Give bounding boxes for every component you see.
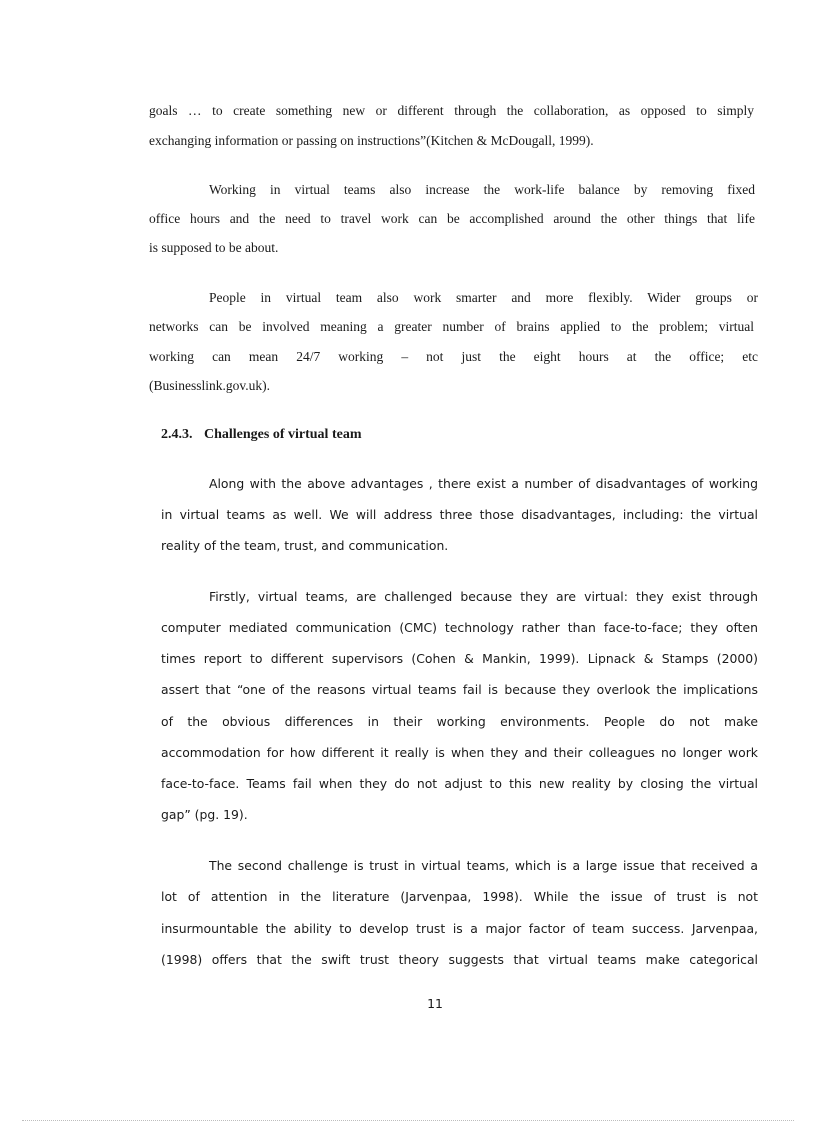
text-line: accommodation for how different it really is when they and their colleagues no longer work: [161, 745, 758, 760]
text-line: face-to-face. Teams fail when they do not adjust to this new reality by closing the virtual: [161, 776, 758, 791]
text-line: People in virtual team also work smarter and more flexibly. Wider groups or: [209, 290, 758, 305]
text-line: assert that “one of the reasons virtual teams fail is because they overlook the implications: [161, 682, 758, 697]
text-line: Along with the above advantages , there exist a number of disadvantages of working: [209, 476, 758, 491]
text-line: in virtual teams as well. We will address three those disadvantages, including: the virtual: [161, 507, 758, 522]
text-line: office hours and the need to travel work can be accomplished around the other things that life: [149, 211, 755, 226]
text-line: The second challenge is trust in virtual teams, which is a large issue that received a: [209, 858, 758, 873]
text-line: insurmountable the ability to develop trust is a major factor of team success. Jarvenpaa,: [161, 921, 758, 936]
text-line: Firstly, virtual teams, are challenged because they are virtual: they exist through: [209, 589, 758, 604]
text-line: (Businesslink.gov.uk).: [149, 378, 270, 393]
text-line: times report to different supervisors (Cohen & Mankin, 1999). Lipnack & Stamps (2000): [161, 651, 758, 666]
text-line: is supposed to be about.: [149, 240, 279, 255]
text-line: working can mean 24/7 working – not just the eight hours at the office; etc: [149, 349, 758, 364]
section-title: Challenges of virtual team: [204, 427, 362, 442]
page-bottom-divider: [22, 1120, 794, 1121]
text-line: exchanging information or passing on instructions”(Kitchen & McDougall, 1999).: [149, 133, 594, 148]
section-number: 2.4.3.: [161, 427, 193, 442]
text-line: of the obvious differences in their working environments. People do not make: [161, 714, 758, 729]
text-line: lot of attention in the literature (Jarvenpaa, 1998). While the issue of trust is not: [161, 889, 758, 904]
page-number: 11: [427, 996, 443, 1011]
text-line: networks can be involved meaning a greater number of brains applied to the problem; virtual: [149, 319, 754, 334]
text-line: Working in virtual teams also increase the work-life balance by removing fixed: [209, 182, 755, 197]
text-line: computer mediated communication (CMC) technology rather than face-to-face; they often: [161, 620, 758, 635]
text-line: gap” (pg. 19).: [161, 807, 248, 822]
text-line: reality of the team, trust, and communication.: [161, 538, 449, 553]
section-heading: [161, 427, 361, 443]
text-line: (1998) offers that the swift trust theory suggests that virtual teams make categorical: [161, 952, 758, 967]
text-line: goals … to create something new or different through the collaboration, as opposed to simply: [149, 103, 754, 118]
